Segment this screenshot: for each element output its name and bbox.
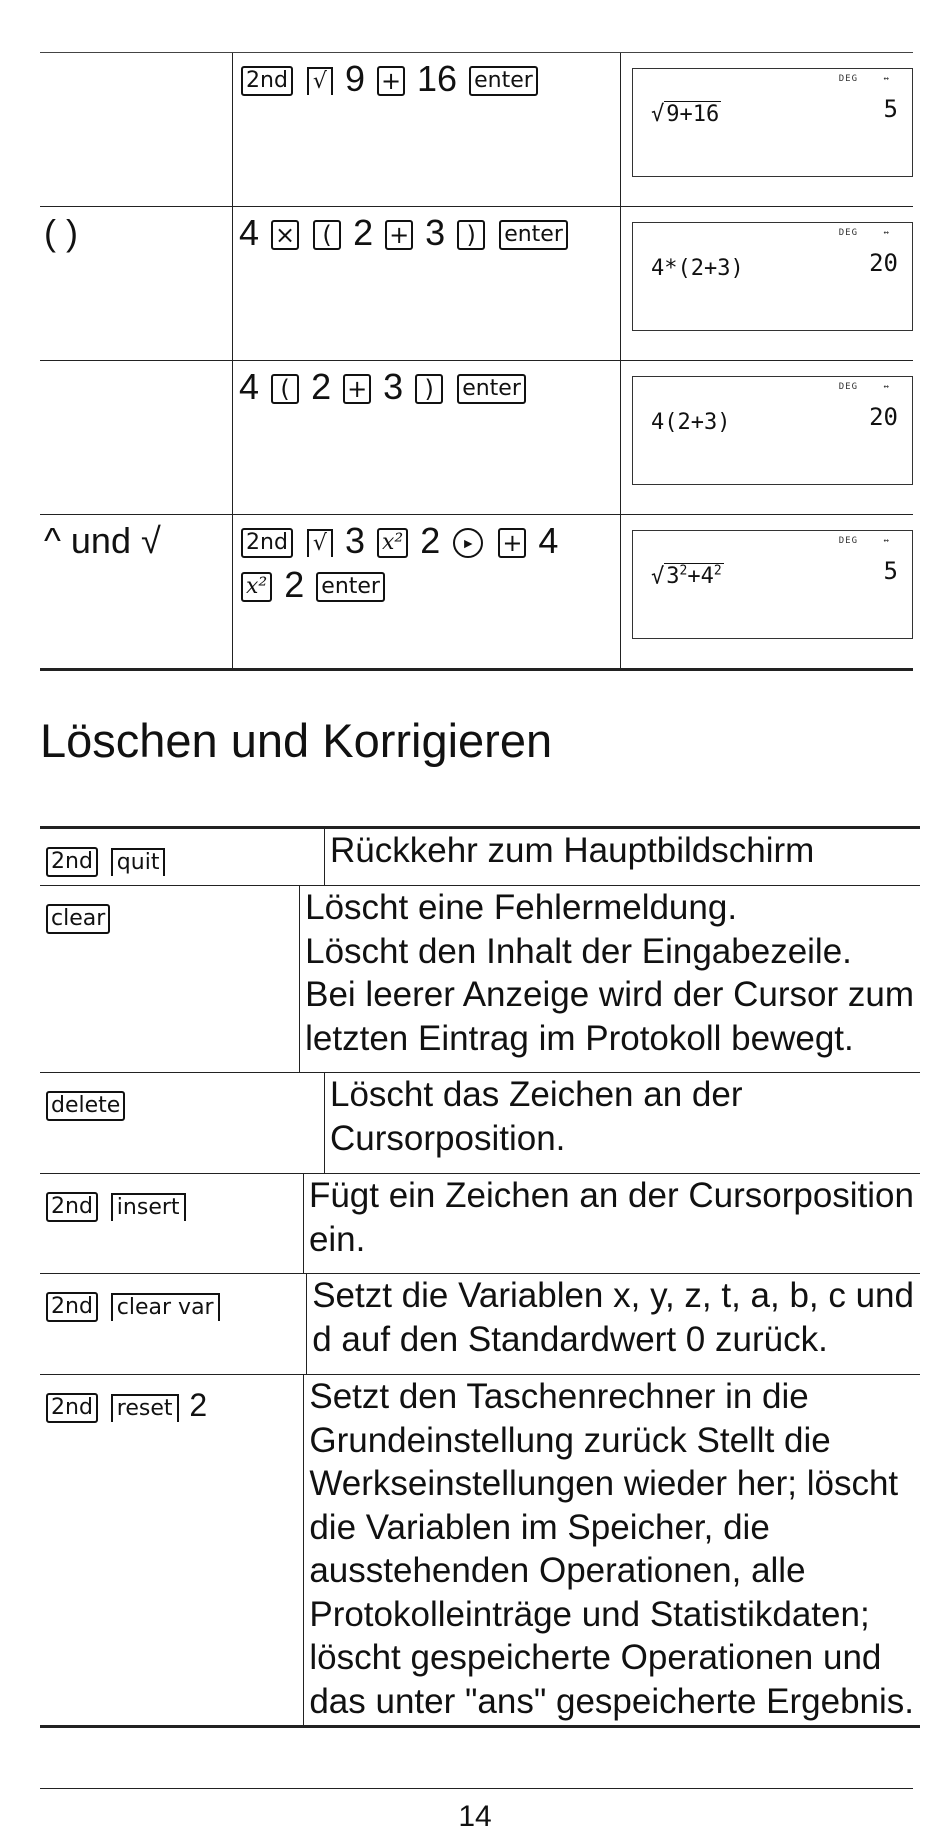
screen-cell [621, 515, 913, 668]
description-cell [304, 1375, 920, 1725]
key-clear-var: clear var [111, 1293, 220, 1321]
keystroke-example-table [40, 52, 913, 671]
key-cell [40, 829, 325, 885]
key-digit: 2 [420, 520, 441, 561]
keystroke-sequence [233, 207, 621, 360]
key-2nd: 2nd [241, 528, 293, 558]
key-2nd: 2nd [241, 66, 293, 96]
calculator-display [632, 68, 913, 177]
keystroke-sequence [233, 53, 621, 206]
key-close-paren: ) [457, 220, 485, 250]
angle-mode-indicator: DEG [838, 74, 858, 84]
display-expression: √9+16 [651, 102, 720, 127]
key-open-paren: ( [313, 220, 341, 250]
key-cell [40, 886, 300, 1072]
key-cell [40, 1375, 304, 1725]
page-number: 14 [458, 1800, 492, 1833]
key-plus: + [343, 374, 371, 404]
description-line: Protokolleinträge und Statistikdaten; [309, 1594, 870, 1634]
footer-rule [40, 1788, 913, 1789]
key-enter: enter [316, 572, 385, 602]
key-2nd: 2nd [46, 847, 98, 877]
clear-correct-table [40, 826, 920, 1728]
display-result: 5 [883, 557, 898, 585]
display-result: 5 [883, 95, 898, 123]
key-sqrt: √ [307, 529, 333, 557]
screen-cell [621, 53, 913, 206]
description-cell [307, 1274, 920, 1374]
table-row [40, 826, 920, 885]
key-enter: enter [457, 374, 526, 404]
description-line: Löscht eine Fehlermeldung. [305, 888, 738, 927]
screen-cell [621, 361, 913, 514]
key-digit: 2 [353, 212, 374, 253]
description-line: Werkseinstellungen wieder her; löscht [309, 1464, 899, 1503]
key-quit: quit [111, 848, 166, 876]
operation-label [40, 53, 233, 206]
key-digit: 4 [239, 366, 260, 407]
key-cell [40, 1274, 307, 1374]
display-result: 20 [869, 403, 898, 431]
scroll-indicator: ↔ [883, 536, 889, 546]
key-digit: 9 [344, 58, 365, 99]
description-line: letzten Eintrag im Protokoll bewegt. [305, 1018, 854, 1058]
display-result: 20 [869, 249, 898, 277]
description-cell [304, 1174, 920, 1273]
table-row [40, 1072, 920, 1173]
description-cell [300, 886, 920, 1072]
table-row [40, 1173, 920, 1273]
key-multiply: × [271, 220, 299, 250]
key-square: x² [241, 572, 272, 602]
display-expression: $√3^2+4^2$ [651, 564, 722, 590]
key-cell [40, 1174, 304, 1273]
example-row [40, 514, 913, 671]
description-line: ein. [308, 1219, 366, 1259]
key-digit: 3 [383, 366, 404, 407]
table-row [40, 1374, 920, 1728]
table-row [40, 885, 920, 1072]
key-reset: reset [111, 1394, 179, 1422]
key-digit: 4 [538, 520, 559, 561]
key-plus: + [498, 528, 526, 558]
key-digit: 2 [311, 366, 332, 407]
operation-label [40, 361, 233, 514]
example-row [40, 360, 913, 514]
key-2nd: 2nd [46, 1292, 98, 1322]
description-line: Rückkehr zum Hauptbildschirm [330, 831, 815, 870]
key-digit: 3 [425, 212, 446, 253]
example-row [40, 206, 913, 360]
scroll-indicator: ↔ [883, 382, 889, 392]
key-delete: delete [46, 1091, 125, 1121]
description-line: Löscht den Inhalt der Eingabezeile. [305, 931, 852, 971]
key-digit: 4 [239, 212, 260, 253]
scroll-indicator: ↔ [883, 228, 889, 238]
description-line: ausstehenden Operationen, alle [309, 1551, 806, 1590]
operation-label: ( ) [40, 207, 233, 360]
description-cell [325, 829, 920, 885]
key-digit: 16 [417, 58, 458, 99]
angle-mode-indicator: DEG [838, 228, 858, 238]
description-line: Setzt die Variablen x, y, z, t, a, b, c und [312, 1276, 914, 1315]
description-line: die Variablen im Speicher, die [309, 1507, 770, 1547]
description-line: Fügt ein Zeichen an der Cursorposition [308, 1176, 914, 1215]
key-2nd: 2nd [46, 1192, 98, 1222]
key-enter: enter [469, 66, 538, 96]
description-line: Grundeinstellung zurück Stellt die [309, 1420, 831, 1460]
key-cell [40, 1073, 325, 1173]
scroll-indicator: ↔ [883, 74, 889, 84]
key-plus: + [377, 66, 405, 96]
display-expression: 4*(2+3) [651, 256, 744, 281]
description-line: d auf den Standardwert 0 zurück. [312, 1319, 828, 1359]
key-insert: insert [111, 1193, 186, 1221]
description-line: löscht gespeicherte Operationen und [309, 1638, 882, 1677]
calculator-display [632, 530, 913, 639]
key-close-paren: ) [415, 374, 443, 404]
key-digit: 2 [189, 1387, 208, 1423]
section-heading: Löschen und Korrigieren [40, 714, 553, 767]
keystroke-sequence [233, 515, 621, 668]
description-line: Löscht das Zeichen an der [330, 1075, 743, 1114]
description-line: das unter "ans" gespeicherte Ergebnis. [309, 1681, 914, 1721]
example-row [40, 52, 913, 206]
table-row [40, 1273, 920, 1374]
angle-mode-indicator: DEG [838, 536, 858, 546]
key-plus: + [385, 220, 413, 250]
screen-cell [621, 207, 913, 360]
angle-mode-indicator: DEG [838, 382, 858, 392]
description-line: Bei leerer Anzeige wird der Cursor zum [305, 975, 914, 1014]
keystroke-sequence [233, 361, 621, 514]
key-square: x² [377, 528, 408, 558]
key-2nd: 2nd [46, 1393, 98, 1423]
calculator-display [632, 376, 913, 485]
description-cell [325, 1073, 920, 1173]
right-arrow-key-icon: ► [453, 528, 483, 558]
description-line: Cursorposition. [330, 1118, 566, 1158]
key-digit: 2 [284, 564, 305, 605]
calculator-display [632, 222, 913, 331]
operation-label: ^ und √ [40, 515, 233, 668]
key-open-paren: ( [271, 374, 299, 404]
key-digit: 3 [344, 520, 365, 561]
key-sqrt: √ [307, 67, 333, 95]
description-line: Setzt den Taschenrechner in die [309, 1377, 809, 1416]
key-enter: enter [499, 220, 568, 250]
display-expression: 4(2+3) [651, 410, 731, 435]
key-clear: clear [46, 904, 110, 934]
